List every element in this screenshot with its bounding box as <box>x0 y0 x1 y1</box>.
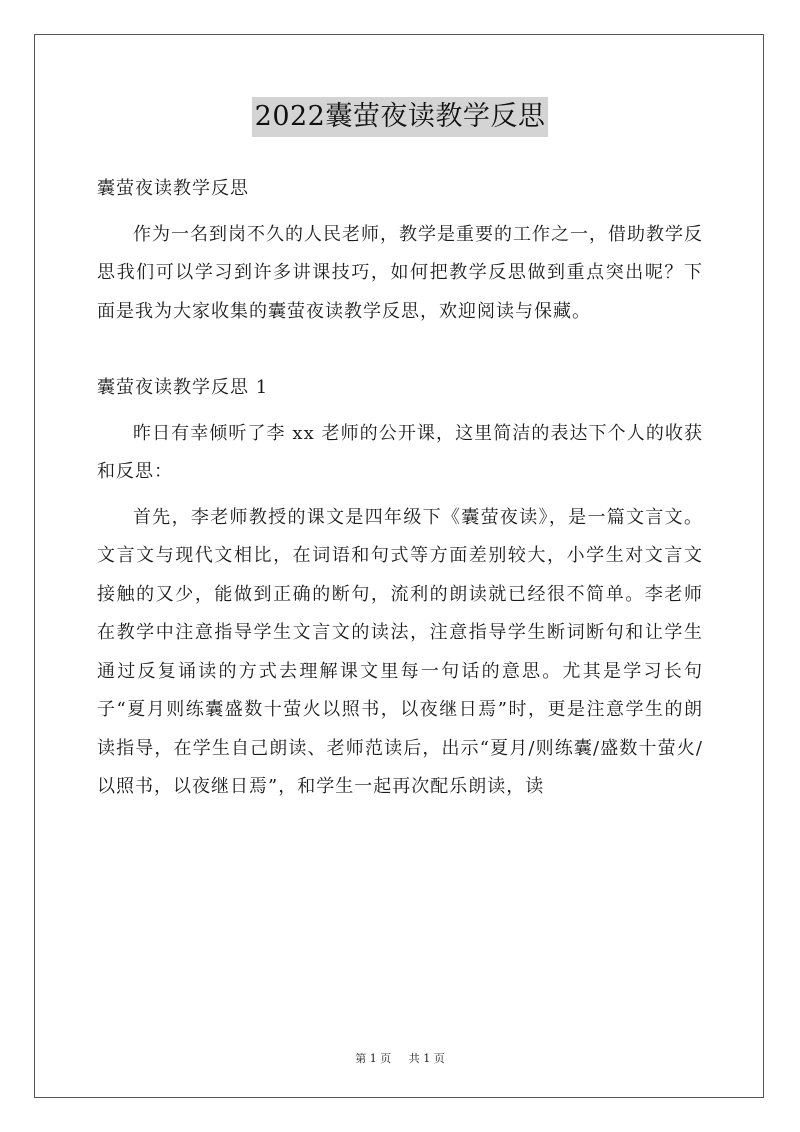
document-title <box>0 97 800 137</box>
section-heading: 囊萤夜读教学反思 1 <box>97 377 269 398</box>
page-footer <box>0 1050 800 1066</box>
body-paragraph: 首先，李老师教授的课文是四年级下《囊萤夜读》，是一篇文言文。文言文与现代文相比，在词语和句式等方面差别较大，小学生对文言文接触的又少，能做到正确的断句，流利的朗读就已经很不简单。李老师在教学中注意指导学生文言文的读法，注意指导学生断词断句和让学生通过反复诵读的方式去理解课文里每一句话的意思。尤其是学习长句子“夏月则练囊盛数十萤火以照书，以夜继日焉”时，更是注意学生的朗读指导，在学生自己朗读、老师范读后，出示“夏月/则练囊/盛数十萤火/以照书，以夜继日焉”，和学生一起再次配乐朗读，读 <box>97 506 703 797</box>
intro-paragraph: 作为一名到岗不久的人民老师，教学是重要的工作之一，借助教学反思我们可以学习到许多讲课技巧，如何把教学反思做到重点突出呢？下面是我为大家收集的囊萤夜读教学反思，欢迎阅读与保藏。 <box>97 223 703 322</box>
page-total: 共 1 页 <box>408 1052 445 1065</box>
page-number: 第 1 页 <box>355 1052 392 1065</box>
intro-heading: 囊萤夜读教学反思 <box>97 178 249 199</box>
body-paragraph: 昨日有幸倾听了李 xx 老师的公开课，这里简洁的表达下个人的收获和反思： <box>97 422 703 482</box>
document-body <box>97 170 703 807</box>
document-title-text: 2022囊萤夜读教学反思 <box>252 97 549 137</box>
